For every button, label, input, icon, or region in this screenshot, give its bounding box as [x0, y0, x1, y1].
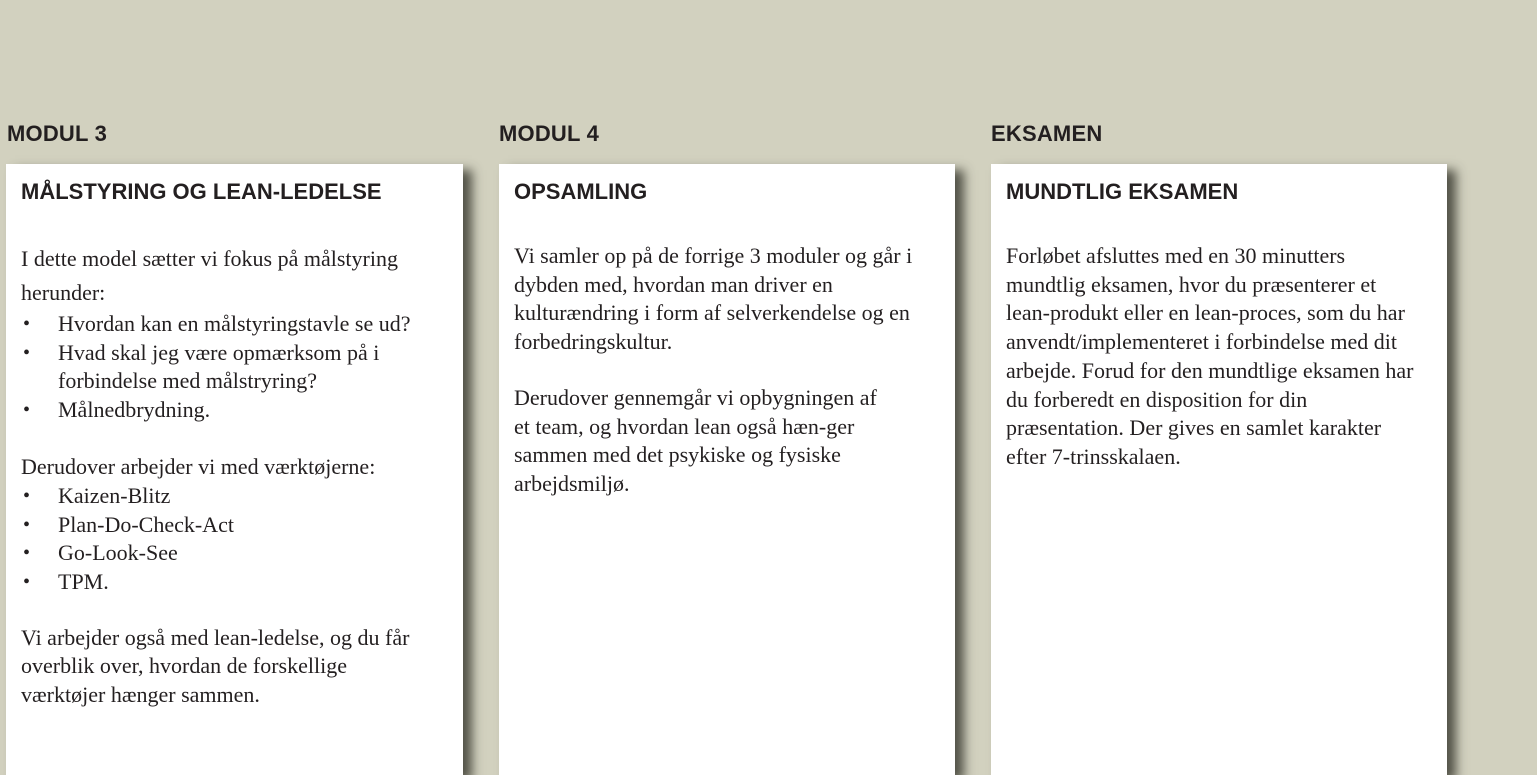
eksamen-paragraph: Forløbet afsluttes med en 30 minutters mundtlig eksamen, hvor du præsenterer et lean-produkt eller en lean-proces, som du har anvendt/implementeret i forbindelse med dit arbejde. Forud for den mundtlige eksamen har du forberedt en disposition for din præsentation. Der gives en samlet karakter efter 7-trinsskalaen. — [1006, 243, 1414, 469]
list-item: • Plan-Do-Check-Act — [21, 511, 448, 540]
list-item: • Kaizen-Blitz — [21, 482, 448, 511]
modul-3-topic-list — [21, 310, 448, 425]
bullet-icon: • — [23, 484, 31, 507]
list-item: • TPM. — [21, 568, 448, 597]
modul-3-intro-line1: I dette model sætter vi fokus på målstyring — [21, 246, 398, 271]
bullet-icon: • — [23, 313, 31, 335]
modul-4-heading: MODUL 4 — [499, 121, 600, 146]
modul-3-intro-line2: herunder: — [21, 280, 106, 305]
modul-3-title: MÅLSTYRING OG LEAN-LEDELSE — [21, 179, 382, 204]
bullet-icon: • — [23, 399, 31, 422]
bullet-icon: • — [23, 542, 31, 565]
modul-3-outro: Vi arbejder også med lean-ledelse, og du får overblik over, hvordan de forskellige værktøjer hænger sammen. — [21, 624, 410, 708]
modul-4-paragraph-2: Derudover gennemgår vi opbygningen af et team, og hvordan lean også hæn-ger sammen med det psykiske og fysiske arbejdsmiljø. — [514, 384, 877, 496]
bullet-icon: • — [23, 341, 31, 364]
list-item: • Målnedbrydning. — [21, 396, 448, 425]
list-item: • Hvad skal jeg være opmærksom på i forbindelse med målstryring? — [23, 339, 380, 394]
modul-4-paragraph-1: Vi samler op på de forrige 3 moduler og går i dybden med, hvordan man driver en kulturændring i form af selverkendelse og en forbedringskultur. — [514, 243, 913, 355]
modul-3-tools-list — [21, 482, 448, 597]
list-item: • Go-Look-See — [21, 539, 448, 568]
modul-3-tools-intro: Derudover arbejder vi med værktøjerne: — [21, 453, 376, 479]
modul-4-card — [499, 164, 955, 775]
list-item: • Hvordan kan en målstyringstavle se ud? — [21, 310, 448, 339]
bullet-icon: • — [23, 513, 31, 536]
modul-4-title: OPSAMLING — [514, 179, 648, 204]
modul-3-heading: MODUL 3 — [7, 121, 108, 146]
eksamen-heading: EKSAMEN — [991, 121, 1103, 146]
eksamen-title: MUNDTLIG EKSAMEN — [1006, 179, 1239, 204]
modul-3-intro — [21, 242, 448, 310]
modul-3-card — [6, 164, 463, 775]
eksamen-card — [991, 164, 1447, 775]
bullet-icon: • — [23, 570, 31, 593]
